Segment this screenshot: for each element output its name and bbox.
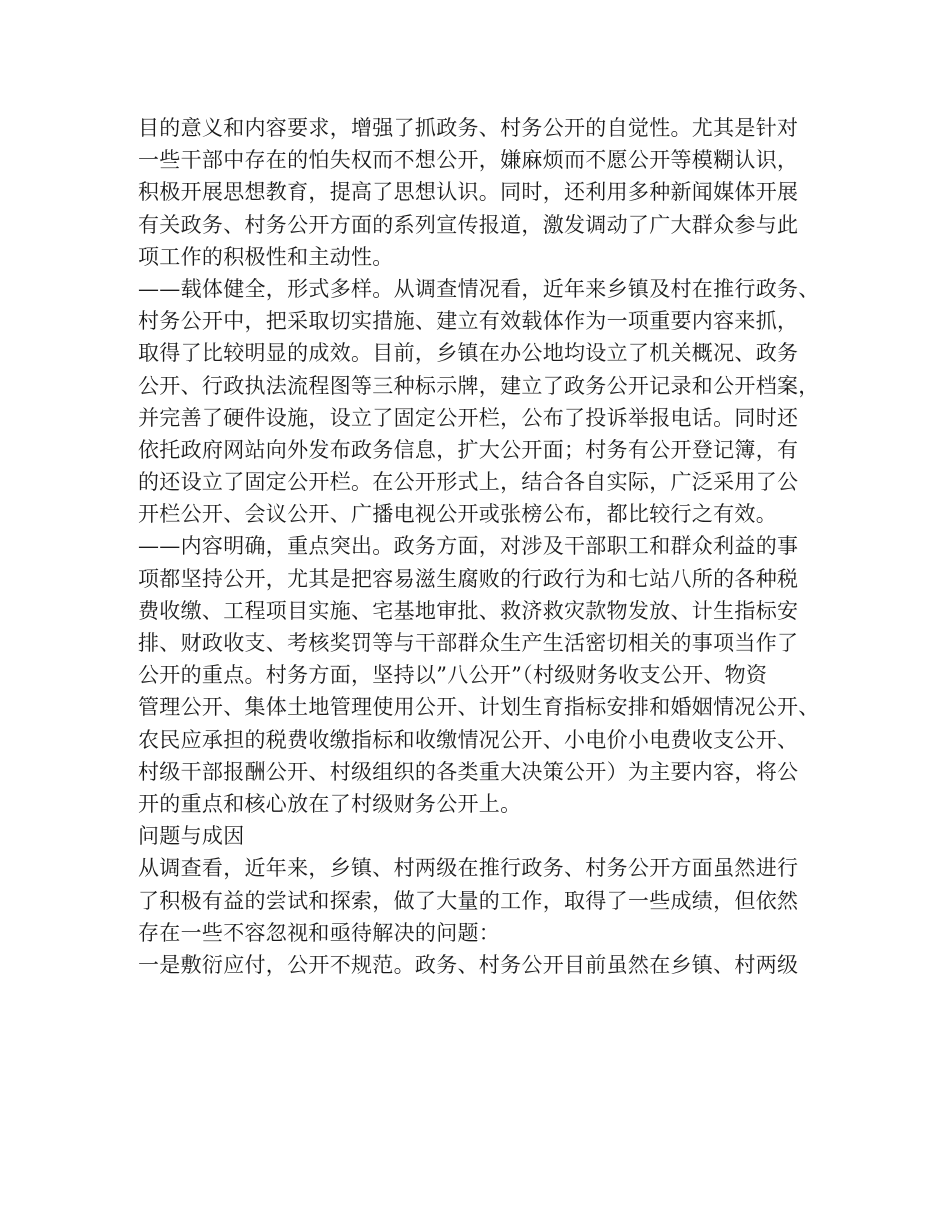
text-line: 的还设立了固定公开栏。在公开形式上，结合各自实际，广泛采用了公 [138, 470, 799, 495]
text-line: 依托政府网站向外发布政务信息，扩大公开面；村务有公开登记簿，有 [138, 437, 799, 462]
text-line: 排、财政收支、考核奖罚等与干部群众生产生活密切相关的事项当作了 [138, 631, 799, 655]
text-line: 目的意义和内容要求，增强了抓政务、村务公开的自觉性。尤其是针对 [138, 116, 799, 140]
text-line: 村级干部报酬公开、村级组织的各类重大决策公开）为主要内容，将公 [138, 759, 799, 784]
text-line: 公开的重点。村务方面，坚持以”八公开”（村级财务收支公开、物资 [138, 663, 768, 688]
text-line: 存在一些不容忽视和亟待解决的问题： [138, 920, 501, 945]
text-line: 积极开展思想教育，提高了思想认识。同时，还利用多种新闻媒体开展 [138, 180, 799, 205]
text-line: 有关政务、村务公开方面的系列宣传报道，激发调动了广大群众参与此 [138, 212, 799, 237]
text-line: 管理公开、集体土地管理使用公开、计划生育指标安排和婚姻情况公开、 [138, 695, 820, 720]
text-line: 了积极有益的尝试和探索，做了大量的工作，取得了一些成绩，但依然 [138, 888, 799, 913]
text-line: 村务公开中，把采取切实措施、建立有效载体作为一项重要内容来抓， [138, 309, 799, 334]
text-line: 开栏公开、会议公开、广播电视公开或张榜公布，都比较行之有效。 [138, 502, 777, 527]
section-line: ——内容明确，重点突出。政务方面，对涉及干部职工和群众利益的事 [138, 534, 799, 559]
text-line: 一是敷衍应付，公开不规范。政务、村务公开目前虽然在乡镇、村两级 [138, 952, 799, 977]
text-line: 一些干部中存在的怕失权而不想公开，嫌麻烦而不愿公开等模糊认识， [138, 148, 799, 173]
text-line: 从调查看，近年来，乡镇、村两级在推行政务、村务公开方面虽然进行 [138, 856, 799, 881]
section-heading: 问题与成因 [138, 824, 245, 849]
text-line: 项都坚持公开，尤其是把容易滋生腐败的行政行为和七站八所的各种税 [138, 566, 799, 591]
text-line: 农民应承担的税费收缴指标和收缴情况公开、小电价小电费收支公开、 [138, 727, 799, 752]
text-line: 取得了比较明显的成效。目前，乡镇在办公地均设立了机关概况、政务 [138, 341, 799, 366]
text-line: 公开、行政执法流程图等三种标示牌，建立了政务公开记录和公开档案， [138, 373, 820, 398]
text-line: 并完善了硬件设施，设立了固定公开栏，公布了投诉举报电话。同时还 [138, 405, 799, 430]
text-line: 开的重点和核心放在了村级财务公开上。 [138, 791, 522, 816]
document-body [138, 112, 838, 981]
text-line: 项工作的积极性和主动性。 [138, 244, 394, 269]
section-line: ——载体健全，形式多样。从调查情况看，近年来乡镇及村在推行政务、 [138, 276, 820, 301]
text-line: 费收缴、工程项目实施、宅基地审批、救济救灾款物发放、计生指标安 [138, 598, 799, 623]
